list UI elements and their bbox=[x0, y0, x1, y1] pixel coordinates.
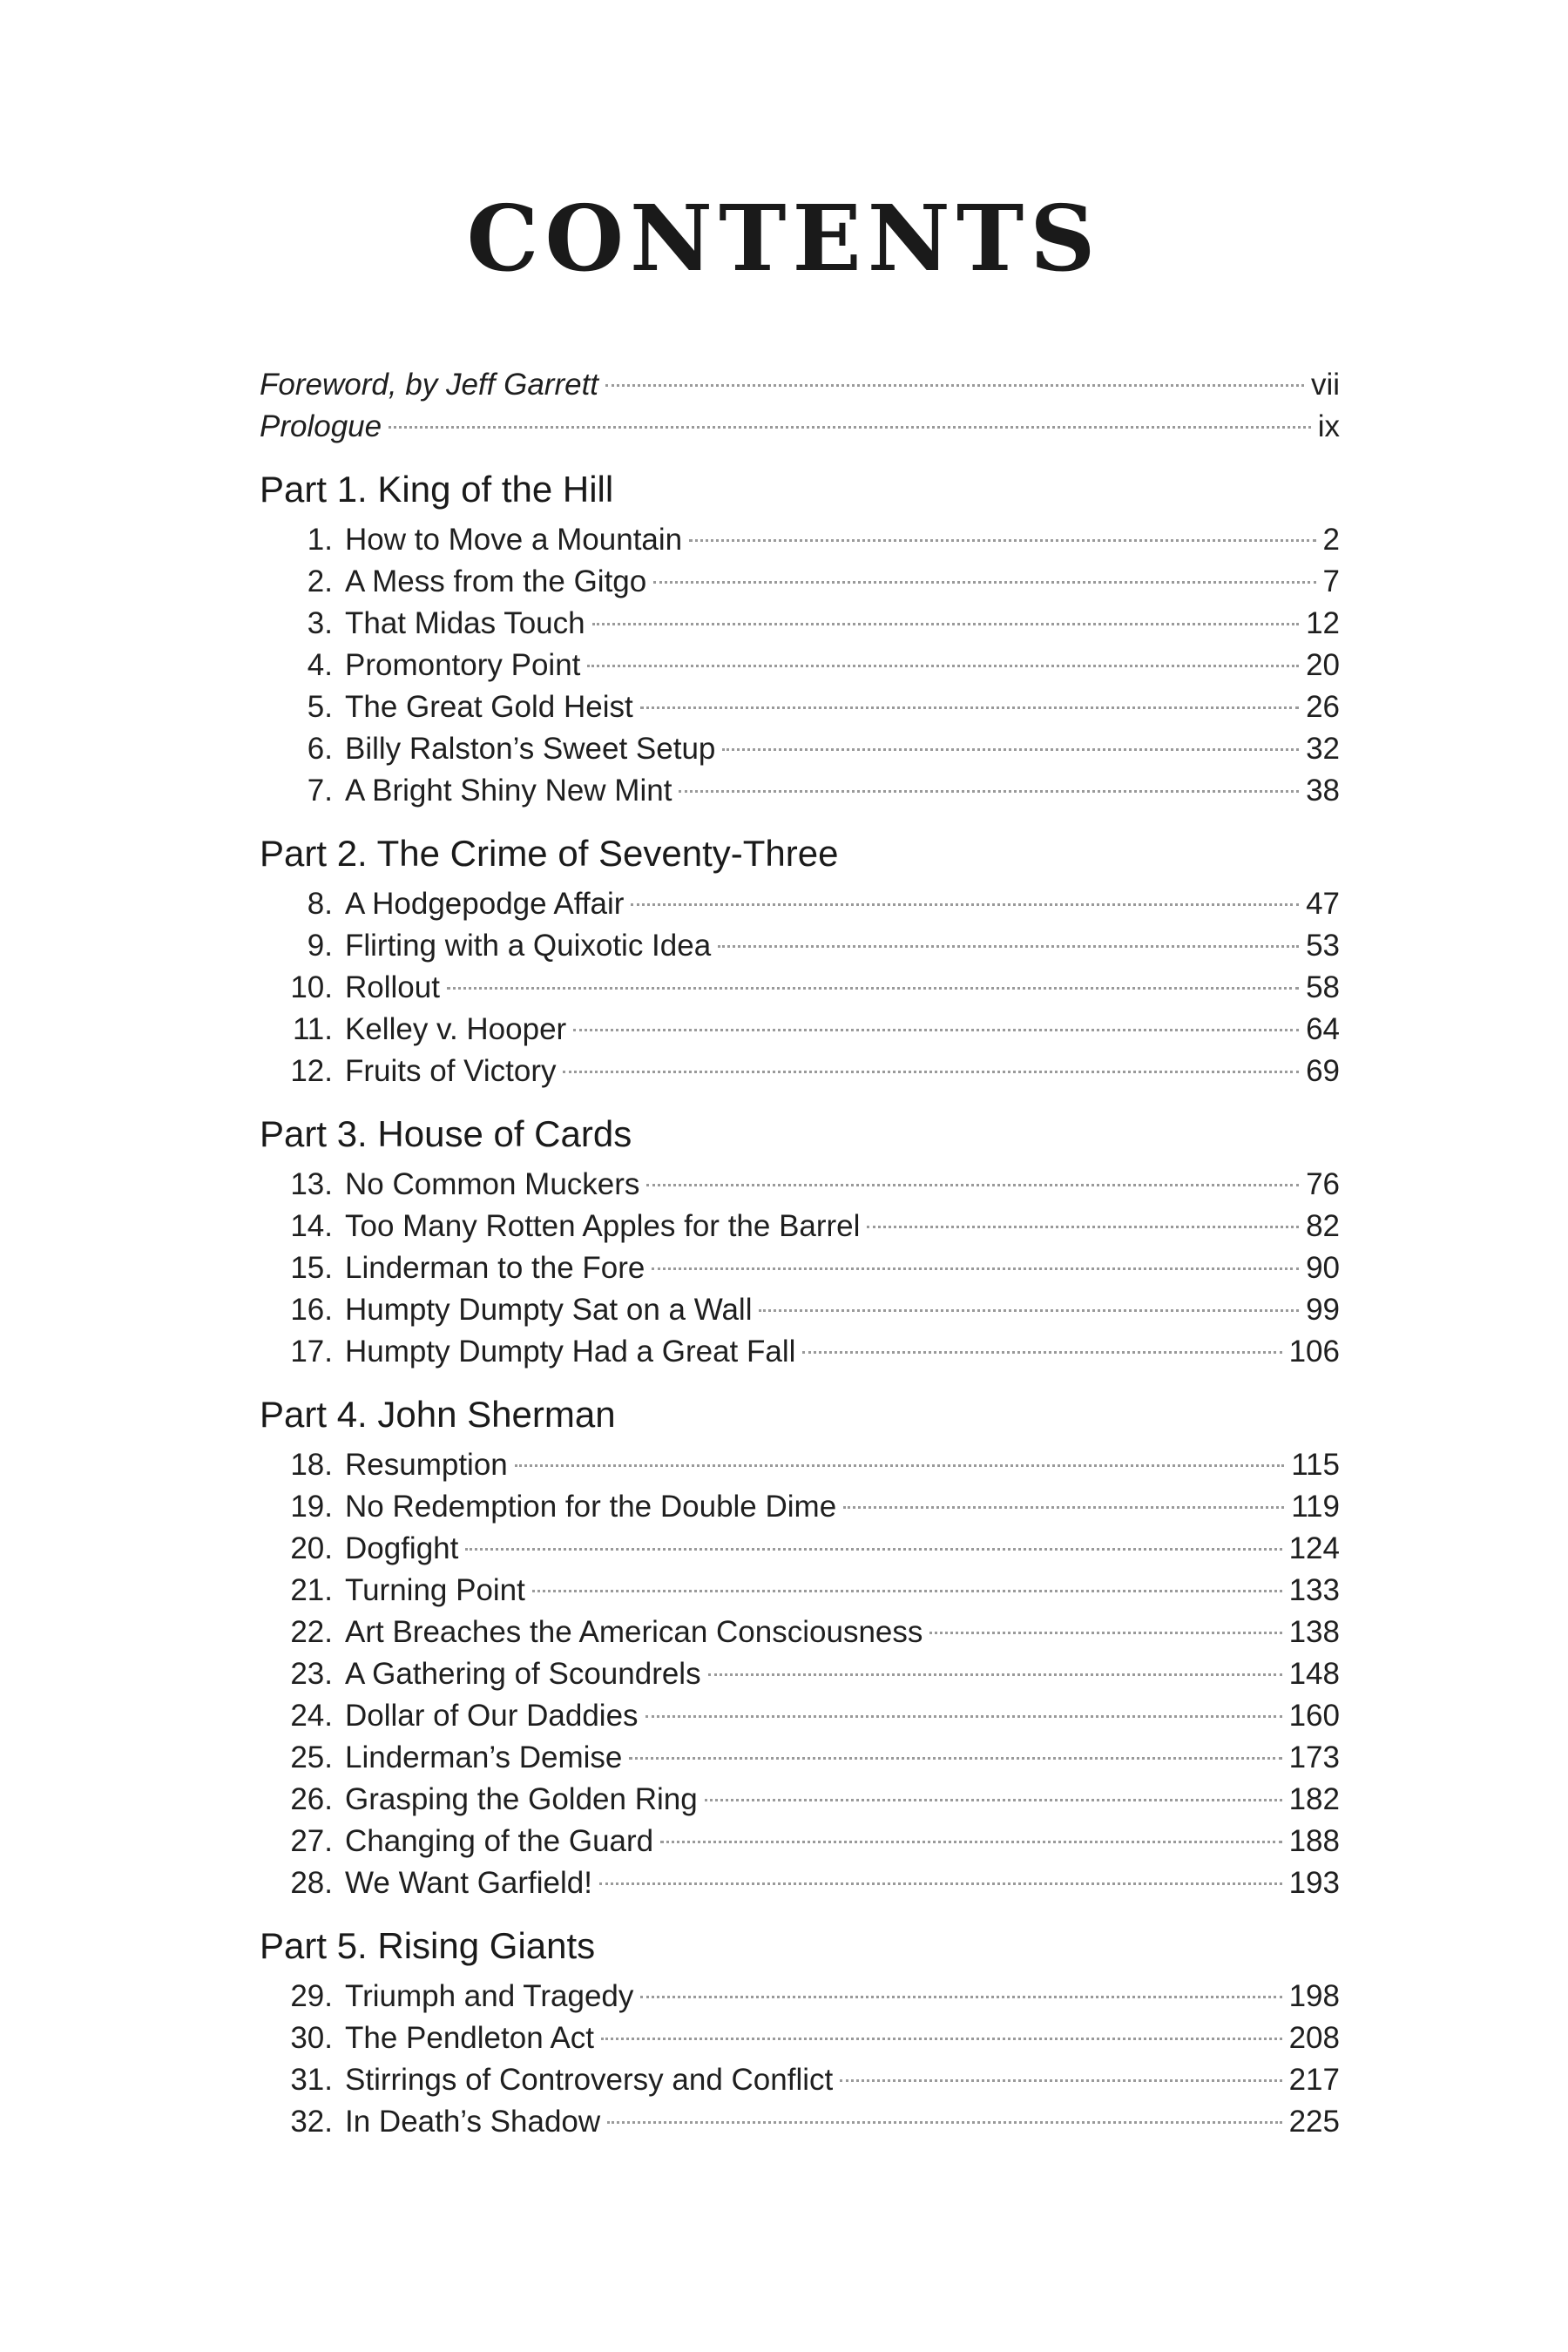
chapter-title: Flirting with a Quixotic Idea bbox=[345, 929, 712, 963]
chapter-entry[interactable] bbox=[260, 1976, 1340, 2017]
chapter-entry[interactable] bbox=[260, 1289, 1340, 1331]
chapter-page: 76 bbox=[1306, 1167, 1340, 1201]
chapter-page: 208 bbox=[1288, 2021, 1340, 2055]
dot-leader bbox=[573, 1029, 1299, 1031]
chapter-number: 17. bbox=[290, 1335, 333, 1369]
dot-leader bbox=[705, 1799, 1282, 1801]
chapter-entry[interactable] bbox=[260, 1486, 1340, 1528]
chapter-entry[interactable] bbox=[260, 561, 1340, 603]
chapter-entry[interactable] bbox=[260, 728, 1340, 770]
part-heading[interactable]: Part 3. House of Cards bbox=[260, 1113, 632, 1154]
dot-leader bbox=[759, 1309, 1299, 1312]
chapter-title: Linderman’s Demise bbox=[345, 1740, 623, 1774]
chapter-number: 13. bbox=[290, 1167, 333, 1201]
chapter-number: 15. bbox=[290, 1251, 333, 1285]
chapter-entry[interactable] bbox=[260, 1570, 1340, 1612]
chapter-title: Resumption bbox=[345, 1448, 508, 1482]
chapter-number: 14. bbox=[290, 1209, 333, 1243]
chapter-page: 58 bbox=[1306, 970, 1340, 1004]
chapter-number: 29. bbox=[290, 1979, 333, 2013]
dot-leader bbox=[640, 1996, 1281, 1998]
chapter-page: 64 bbox=[1306, 1012, 1340, 1046]
chapter-page: 38 bbox=[1306, 774, 1340, 808]
chapter-number: 24. bbox=[290, 1699, 333, 1733]
chapter-number: 22. bbox=[290, 1615, 333, 1649]
chapter-page: 138 bbox=[1288, 1615, 1340, 1649]
chapter-number: 25. bbox=[290, 1740, 333, 1774]
chapter-page: 160 bbox=[1288, 1699, 1340, 1733]
dot-leader bbox=[605, 384, 1304, 387]
chapter-page: 193 bbox=[1288, 1866, 1340, 1900]
chapter-number: 4. bbox=[307, 648, 333, 682]
chapter-entry[interactable] bbox=[260, 1862, 1340, 1904]
chapter-number: 27. bbox=[290, 1824, 333, 1858]
dot-leader bbox=[532, 1590, 1282, 1592]
chapter-page: 133 bbox=[1288, 1573, 1340, 1607]
dot-leader bbox=[599, 1882, 1282, 1885]
chapter-page: 106 bbox=[1288, 1335, 1340, 1369]
chapter-number: 6. bbox=[307, 732, 333, 766]
chapter-title: In Death’s Shadow bbox=[345, 2105, 601, 2139]
chapter-entry[interactable] bbox=[260, 1528, 1340, 1570]
chapter-entry[interactable] bbox=[260, 519, 1340, 561]
chapter-entry[interactable] bbox=[260, 603, 1340, 645]
dot-leader bbox=[652, 1267, 1299, 1270]
chapter-title: Dollar of Our Daddies bbox=[345, 1699, 639, 1733]
chapter-page: 198 bbox=[1288, 1979, 1340, 2013]
chapter-title: Humpty Dumpty Sat on a Wall bbox=[345, 1293, 753, 1327]
front-matter-entry-prologue[interactable] bbox=[260, 406, 1340, 448]
chapter-title: Rollout bbox=[345, 970, 440, 1004]
entry-page: ix bbox=[1317, 409, 1340, 443]
chapter-page: 119 bbox=[1291, 1490, 1340, 1524]
chapter-title: Kelley v. Hooper bbox=[345, 1012, 567, 1046]
chapter-title: Billy Ralston’s Sweet Setup bbox=[345, 732, 716, 766]
chapter-number: 8. bbox=[307, 887, 333, 921]
chapter-entry[interactable] bbox=[260, 1821, 1340, 1862]
dot-leader bbox=[689, 539, 1315, 542]
chapter-number: 11. bbox=[292, 1012, 333, 1046]
chapter-page: 2 bbox=[1322, 523, 1340, 557]
dot-leader bbox=[389, 426, 1311, 429]
chapter-number: 10. bbox=[290, 970, 333, 1004]
dot-leader bbox=[465, 1548, 1281, 1551]
part-section bbox=[260, 1390, 1340, 1904]
chapter-page: 99 bbox=[1306, 1293, 1340, 1327]
chapter-page: 188 bbox=[1288, 1824, 1340, 1858]
chapter-title: Turning Point bbox=[345, 1573, 525, 1607]
chapter-title: Fruits of Victory bbox=[345, 1054, 557, 1088]
chapter-page: 7 bbox=[1322, 564, 1340, 598]
chapter-entry[interactable] bbox=[260, 1247, 1340, 1289]
chapter-number: 5. bbox=[307, 690, 333, 724]
chapter-title: Linderman to the Fore bbox=[345, 1251, 645, 1285]
chapter-title: Dogfight bbox=[345, 1531, 459, 1565]
dot-leader bbox=[718, 945, 1299, 948]
chapter-title: Stirrings of Controversy and Conflict bbox=[345, 2063, 834, 2097]
entry-page: vii bbox=[1310, 368, 1340, 402]
chapter-title: Too Many Rotten Apples for the Barrel bbox=[345, 1209, 861, 1243]
chapter-title: The Pendleton Act bbox=[345, 2021, 595, 2055]
dot-leader bbox=[640, 706, 1299, 709]
chapter-page: 69 bbox=[1306, 1054, 1340, 1088]
dot-leader bbox=[563, 1071, 1299, 1073]
part-section bbox=[260, 829, 1340, 1092]
chapter-entry[interactable] bbox=[260, 2017, 1340, 2059]
chapter-page: 225 bbox=[1288, 2105, 1340, 2139]
chapter-number: 2. bbox=[307, 564, 333, 598]
dot-leader bbox=[515, 1464, 1284, 1467]
part-heading[interactable]: Part 5. Rising Giants bbox=[260, 1925, 596, 1966]
chapter-page: 115 bbox=[1291, 1448, 1340, 1482]
chapter-title: No Redemption for the Double Dime bbox=[345, 1490, 837, 1524]
dot-leader bbox=[708, 1673, 1282, 1676]
dot-leader bbox=[929, 1632, 1281, 1634]
dot-leader bbox=[722, 748, 1299, 751]
dot-leader bbox=[867, 1226, 1299, 1228]
chapter-page: 53 bbox=[1306, 929, 1340, 963]
chapter-title: Humpty Dumpty Had a Great Fall bbox=[345, 1335, 796, 1369]
part-heading[interactable]: Part 4. John Sherman bbox=[260, 1394, 616, 1435]
chapter-title: A Gathering of Scoundrels bbox=[345, 1657, 701, 1691]
chapter-number: 30. bbox=[290, 2021, 333, 2055]
front-matter-entry-foreword[interactable] bbox=[260, 364, 1340, 406]
chapter-title: Grasping the Golden Ring bbox=[345, 1782, 698, 1816]
chapter-entry[interactable] bbox=[260, 925, 1340, 967]
chapter-entry[interactable] bbox=[260, 1444, 1340, 1486]
front-matter-list bbox=[260, 364, 1340, 448]
chapter-page: 32 bbox=[1306, 732, 1340, 766]
dot-leader bbox=[631, 903, 1299, 906]
chapter-number: 19. bbox=[290, 1490, 333, 1524]
chapter-number: 16. bbox=[290, 1293, 333, 1327]
page-title: CONTENTS bbox=[466, 185, 1102, 292]
chapter-entry[interactable] bbox=[260, 1051, 1340, 1092]
chapter-page: 182 bbox=[1288, 1782, 1340, 1816]
chapter-entry[interactable] bbox=[260, 2059, 1340, 2101]
chapter-page: 26 bbox=[1306, 690, 1340, 724]
chapter-title: The Great Gold Heist bbox=[345, 690, 633, 724]
dot-leader bbox=[601, 2038, 1282, 2040]
part-heading[interactable]: Part 2. The Crime of Seventy-Three bbox=[260, 833, 839, 874]
chapter-page: 20 bbox=[1306, 648, 1340, 682]
dot-leader bbox=[679, 790, 1299, 793]
chapter-number: 28. bbox=[290, 1866, 333, 1900]
part-section bbox=[260, 465, 1340, 812]
dot-leader bbox=[645, 1715, 1282, 1718]
chapter-number: 1. bbox=[307, 523, 333, 557]
dot-leader bbox=[592, 623, 1299, 625]
chapter-page: 217 bbox=[1288, 2063, 1340, 2097]
entry-title: Foreword, by Jeff Garrett bbox=[260, 368, 599, 402]
chapter-entry[interactable] bbox=[260, 883, 1340, 925]
chapter-number: 18. bbox=[290, 1448, 333, 1482]
chapter-entry[interactable] bbox=[260, 967, 1340, 1009]
chapter-number: 12. bbox=[290, 1054, 333, 1088]
chapter-number: 26. bbox=[290, 1782, 333, 1816]
part-section bbox=[260, 1110, 1340, 1373]
parts-list bbox=[260, 465, 1340, 2143]
chapter-entry[interactable] bbox=[260, 2101, 1340, 2143]
chapter-number: 21. bbox=[290, 1573, 333, 1607]
chapter-title: Promontory Point bbox=[345, 648, 581, 682]
dot-leader bbox=[646, 1184, 1299, 1186]
chapter-entry[interactable] bbox=[260, 686, 1340, 728]
dot-leader bbox=[843, 1506, 1284, 1509]
dot-leader bbox=[653, 581, 1315, 584]
chapter-title: A Hodgepodge Affair bbox=[345, 887, 625, 921]
chapter-title: How to Move a Mountain bbox=[345, 523, 683, 557]
chapter-title: No Common Muckers bbox=[345, 1167, 640, 1201]
chapter-title: Art Breaches the American Consciousness bbox=[345, 1615, 923, 1649]
chapter-title: A Bright Shiny New Mint bbox=[345, 774, 672, 808]
chapter-number: 23. bbox=[290, 1657, 333, 1691]
chapter-page: 47 bbox=[1306, 887, 1340, 921]
entry-title: Prologue bbox=[260, 409, 382, 443]
part-section bbox=[260, 1922, 1340, 2143]
chapter-page: 173 bbox=[1288, 1740, 1340, 1774]
chapter-number: 20. bbox=[290, 1531, 333, 1565]
chapter-entry[interactable] bbox=[260, 1206, 1340, 1247]
dot-leader bbox=[607, 2121, 1281, 2124]
chapter-page: 124 bbox=[1288, 1531, 1340, 1565]
chapter-entry[interactable] bbox=[260, 1737, 1340, 1779]
chapter-page: 12 bbox=[1306, 606, 1340, 640]
chapter-page: 90 bbox=[1306, 1251, 1340, 1285]
dot-leader bbox=[587, 665, 1299, 667]
chapter-entry[interactable] bbox=[260, 1612, 1340, 1653]
chapter-title: We Want Garfield! bbox=[345, 1866, 592, 1900]
dot-leader bbox=[660, 1841, 1281, 1843]
chapter-number: 31. bbox=[290, 2063, 333, 2097]
chapter-page: 82 bbox=[1306, 1209, 1340, 1243]
chapter-number: 3. bbox=[307, 606, 333, 640]
chapter-number: 7. bbox=[307, 774, 333, 808]
part-heading[interactable]: Part 1. King of the Hill bbox=[260, 469, 614, 510]
chapter-entry[interactable] bbox=[260, 1779, 1340, 1821]
chapter-entry[interactable] bbox=[260, 1009, 1340, 1051]
chapter-entry[interactable] bbox=[260, 1695, 1340, 1737]
dot-leader bbox=[802, 1351, 1281, 1354]
chapter-entry[interactable] bbox=[260, 1164, 1340, 1206]
chapter-entry[interactable] bbox=[260, 645, 1340, 686]
dot-leader bbox=[629, 1757, 1281, 1760]
chapter-entry[interactable] bbox=[260, 1653, 1340, 1695]
chapter-number: 32. bbox=[290, 2105, 333, 2139]
chapter-title: Triumph and Tragedy bbox=[345, 1979, 634, 2013]
chapter-title: Changing of the Guard bbox=[345, 1824, 654, 1858]
dot-leader bbox=[840, 2079, 1281, 2082]
chapter-title: That Midas Touch bbox=[345, 606, 585, 640]
chapter-page: 148 bbox=[1288, 1657, 1340, 1691]
chapter-entry[interactable] bbox=[260, 1331, 1340, 1373]
chapter-title: A Mess from the Gitgo bbox=[345, 564, 647, 598]
chapter-number: 9. bbox=[307, 929, 333, 963]
dot-leader bbox=[447, 987, 1299, 990]
table-of-contents bbox=[260, 364, 1340, 2143]
chapter-entry[interactable] bbox=[260, 770, 1340, 812]
